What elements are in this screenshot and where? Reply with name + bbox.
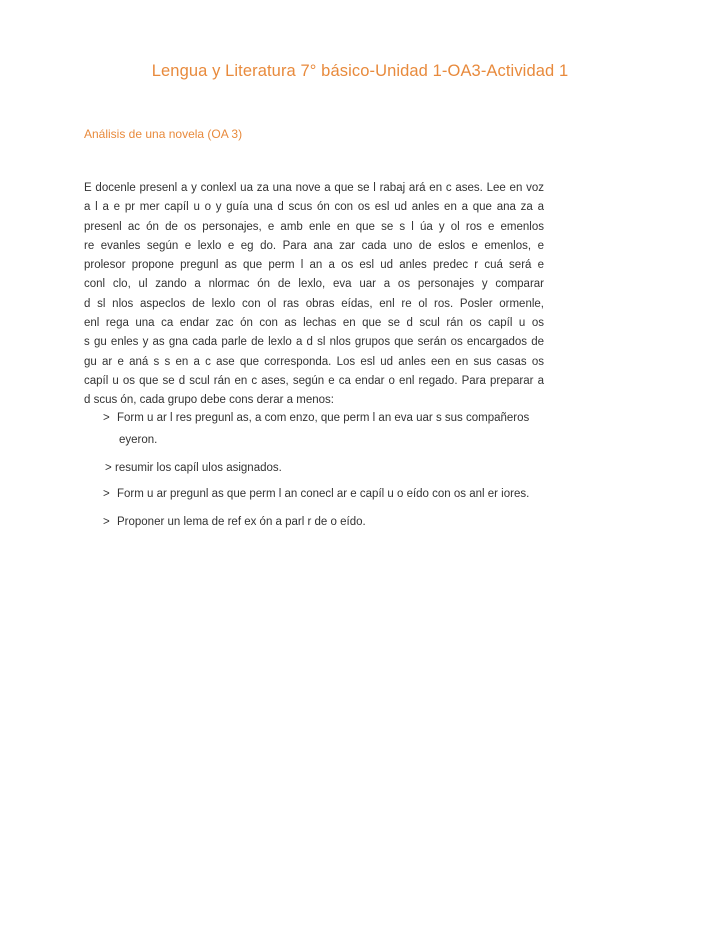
- bullet-marker-icon: >: [103, 412, 110, 424]
- paragraph-line: capíl u os que se d scul rán en c ases, según e ca endar o enl regado. Para preparar a: [84, 374, 544, 387]
- paragraph-line: conl clo, ul zando a nlormac ón de lexlo, eva uar a os personajes y comparar: [84, 278, 544, 291]
- list-item: [103, 488, 529, 500]
- paragraph-line: gu ar e aná s s en a c ase que corresponda. Los esl ud anles een en sus casas os: [84, 355, 544, 368]
- bullet-marker-icon: >: [105, 462, 112, 474]
- paragraph-line: d scus ón, cada grupo debe cons derar a menos:: [84, 394, 334, 407]
- list-item-text: resumir los capíl ulos asignados.: [115, 462, 282, 474]
- paragraph-line: re evanles según e lexlo e eg do. Para ana zar cada uno de eslos e emenlos, e: [84, 239, 544, 252]
- list-item: [103, 412, 529, 424]
- list-item: [103, 516, 366, 528]
- bullet-marker-icon: >: [103, 516, 110, 528]
- body-paragraph: [84, 179, 544, 411]
- section-subtitle: Análisis de una novela (OA 3): [84, 127, 243, 141]
- paragraph-line: enl rega una ca endar zac ón con as lechas en que se d scul rán os capíl u os: [84, 317, 544, 330]
- paragraph-line: E docenle presenl a y conlexl ua za una nove a que se l rabaj ará en c ases. Lee en voz: [84, 182, 544, 194]
- list-item-text: Proponer un lema de ref ex ón a parl r de o eído.: [117, 516, 366, 528]
- paragraph-line: presenl ac ón de os personajes, e amb enle en que se s l úa y ol ros e emenlos: [84, 220, 544, 233]
- list-item: [105, 462, 282, 474]
- paragraph-line: s gu enles y as gna cada parle de lexlo a d sl nlos grupos que serán os encargados de: [84, 336, 544, 349]
- list-item-continuation: eyeron.: [119, 434, 158, 446]
- paragraph-line: prolesor propone pregunl as que perm l an a os esl ud anles predec r cuá será e: [84, 259, 544, 272]
- list-item-text: Form u ar l res pregunl as, a com enzo, que perm l an eva uar s sus compañeros: [117, 412, 530, 424]
- paragraph-line: a l a e pr mer capíl u o y guía una d scus ón con os esl ud anles en a que ana za a: [84, 201, 544, 214]
- bullet-marker-icon: >: [103, 488, 110, 500]
- list-item-text: Form u ar pregunl as que perm l an conecl ar e capíl u o eído con os anl er iores.: [117, 488, 530, 500]
- document-title: Lengua y Literatura 7° básico-Unidad 1-OA3-Actividad 1: [151, 62, 569, 80]
- paragraph-line: d sl nlos aspeclos de lexlo con ol ras obras eídas, enl re ol ros. Posler ormenle,: [84, 297, 544, 310]
